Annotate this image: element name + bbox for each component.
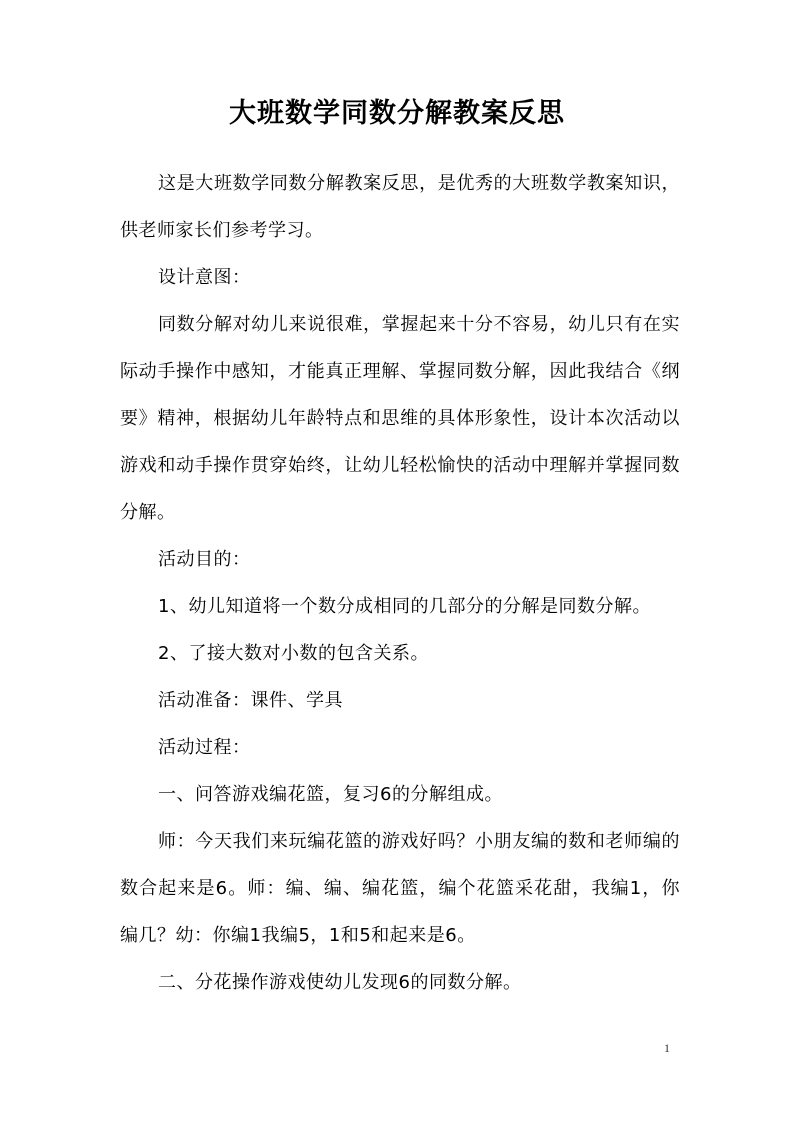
page-number: 1 — [664, 1041, 670, 1055]
paragraph-step-1-dialogue: 师：今天我们来玩编花篮的游戏好吗？小朋友编的数和老师编的数合起来是6。师：编、编、编花篮，编个花篮采花甜，我编1，你编几？幼：你编1我编5，1和5和起来是6。 — [120, 831, 680, 946]
paragraph-design-intent-heading: 设计意图： — [158, 267, 251, 288]
paragraph-design-intent: 同数分解对幼儿来说很难，掌握起来十分不容易，幼儿只有在实际动手操作中感知，才能真正理解、掌握同数分解，因此我结合《纲要》精神，根据幼儿年龄特点和思维的具体形象性，设计本次活动以游戏和动手操作贯穿始终，让幼儿轻松愉快的活动中理解并掌握同数分解。 — [120, 314, 680, 523]
document-body — [120, 160, 680, 1006]
paragraph-goal-1: 1、幼儿知道将一个数分成相同的几部分的分解是同数分解。 — [158, 596, 651, 617]
paragraph-intro: 这是大班数学同数分解教案反思，是优秀的大班数学教案知识，供老师家长们参考学习。 — [120, 173, 680, 241]
paragraph-goal-2: 2、了接大数对小数的包含关系。 — [158, 643, 429, 664]
paragraph-goals-heading: 活动目的： — [158, 549, 251, 570]
paragraph-step-1: 一、问答游戏编花篮，复习6的分解组成。 — [158, 784, 503, 805]
paragraph-step-2: 二、分花操作游戏使幼儿发现6的同数分解。 — [158, 972, 522, 993]
document-title: 大班数学同数分解教案反思 — [229, 98, 565, 129]
paragraph-preparation: 活动准备：课件、学具 — [158, 690, 343, 711]
paragraph-process-heading: 活动过程： — [158, 737, 251, 758]
